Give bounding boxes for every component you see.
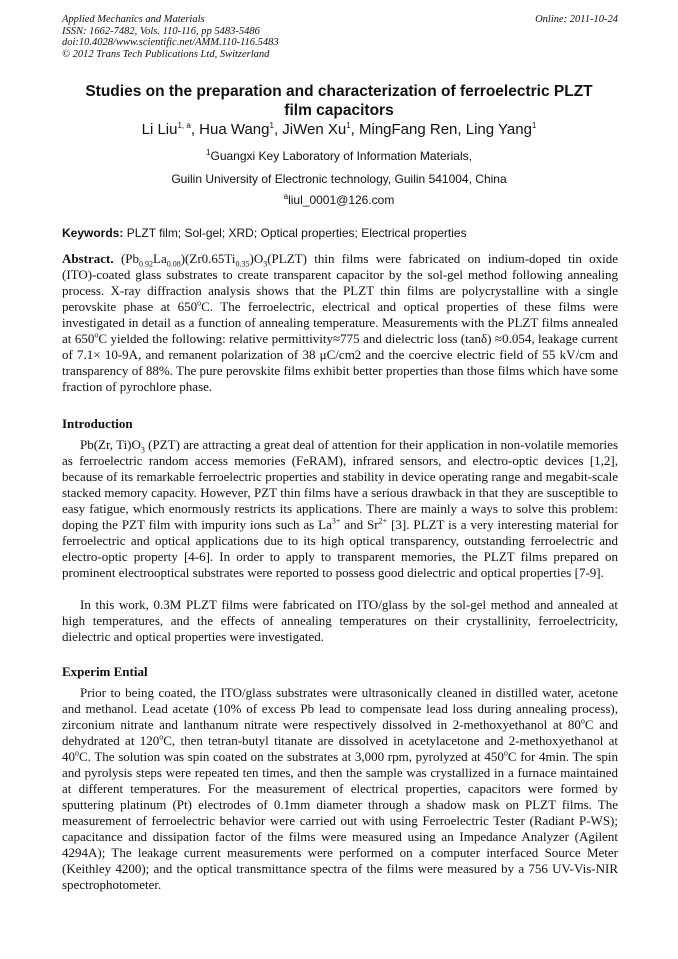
author: Li Liu$^{1, a}$, — [141, 121, 200, 138]
copyright-line: © 2012 Trans Tech Publications Ltd, Switzerland — [62, 48, 270, 60]
email-line: $^a$liul_0001@126.com — [283, 192, 395, 207]
issn-line: ISSN: 1662-7482, Vols. 110-116, pp 5483-5486 — [62, 25, 260, 37]
online-date: Online: 2011-10-24 — [535, 14, 618, 25]
section-heading-experimental: Experim Ential — [62, 664, 148, 679]
author-list — [40, 121, 638, 139]
section-heading-introduction: Introduction — [62, 416, 133, 431]
keywords: Keywords: PLZT film; Sol-gel; XRD; Optical properties; Electrical properties — [62, 226, 467, 240]
abstract: Abstract. $(Pb_{0.92}La_{0.08})(Zr0.65Ti_{0.35})O_3(PLZT)$ thin films were fabricated on indium-doped tin oxide (ITO)-coated glass substrates to create transparent capacitor by the sol-gel method following annealing process. X-ray diffraction analysis shows that the PLZT thin films are polycrystalline with a single perovskite phase at 650$^o$C. The ferroelectric, electrical and optical properties of these films were investigated in detail as a function of annealing temperature. Measurements with the PLZT films annealed at 650$^o$C yielded the following: relative permittivity≈775 and dielectric loss (tanδ) ≈0.054, leakage current of 7.1× 10-9A, and remanent polarization of 38 μC/cm2 and the coercive electric field of 55 kV/cm and transparency of 88%. The pure perovskite films exhibit better properties than those films which have some fraction of pyrochlore phase. — [62, 251, 618, 394]
experimental-paragraph: Prior to being coated, the ITO/glass substrates were ultrasonically cleaned in distilled water, acetone and methanol. Lead acetate (10% of excess Pb lead to compensate lead loss during annealing process), zirconium nitrate and lanthanum nitrate were respectively dissolved in 2-methoxyethanol at 80$^o$C and dehydrated at 120$^o$C, then tetran-butyl titanate are dissolved in acetylacetone and 2-methoxyethanol at 40$^o$C. The solution was spin coated on the substrates at 3,000 rpm, pyrolyzed at 450$^o$C for 4min. The spin and pyrolysis steps were repeated ten times, and then the sample was crystallized in a furnace maintained at different temperatures. For the measurement of electrical properties, capacitors were formed by sputtering platinum (Pt) electrodes of 0.1mm diameter through a shadow mask on PLZT films. The measurement of ferroelectric behavior were carried out with using Ferroelectric Tester (Radiant P-WS); capacitance and dissipation factor of the films were measured using an Impedance Analyzer (Agilent 4294A); The leakage current measurements were performed on a computer interfaced Source Meter (Keithley 4200); and the optical transmittance spectra of the films were measured by a 756 UV-Vis-NIR spectrophotometer. — [62, 685, 618, 892]
author: MingFang Ren, — [359, 121, 466, 138]
affiliation-line-2: Guilin University of Electronic technology, Guilin 541004, China — [171, 172, 507, 186]
page-header — [62, 14, 618, 60]
author: Ling Yang$^1$ — [465, 121, 537, 138]
affiliation-line-1: $^1$Guangxi Key Laboratory of Information Materials, — [206, 148, 472, 163]
author: Hua Wang$^1$, — [199, 121, 283, 138]
author: JiWen Xu$^1$, — [282, 121, 359, 138]
doi-line: doi:10.4028/www.scientific.net/AMM.110-116.5483 — [62, 37, 279, 48]
introduction-paragraph-1: Pb(Zr, $Ti)O_3$ (PZT) are attracting a great deal of attention for their application in non-volatile memories as ferroelectric random access memories (FeRAM), infrared sensors, and electro-optic devices [1,2], because of its remarkable ferroelectric properties and stability in device operating range and megabit-scale stacked memory capacity. However, PZT thin films have a serious drawback in that they are susceptible to easy fatigue, which enormously restricts its applications. There are mainly a ways to solve this problem: doping the PZT film with impurity ions such as $La^{3+}$ and $Sr^{2+}$ [3]. PLZT is a very interesting material for ferroelectric and optical applications due to its high optical transparency, outstanding ferroelectric and electro-optic property [4-6]. In order to apply to transparent memories, the PLZT films prepared on prominent electrooptical substrates were reported to possess good dielectric and optical properties [7-9]. — [62, 437, 618, 580]
journal-name: Applied Mechanics and Materials — [62, 14, 205, 25]
paper-title: Studies on the preparation and characterization of ferroelectric PLZT film capacitors — [85, 83, 593, 119]
introduction-paragraph-2: In this work, 0.3M PLZT films were fabricated on ITO/glass by the sol-gel method and annealed at high temperatures, and the effects of annealing temperatures on their crystallinity, ferroelectricity, dielectric and optical properties were investigated. — [62, 597, 618, 644]
